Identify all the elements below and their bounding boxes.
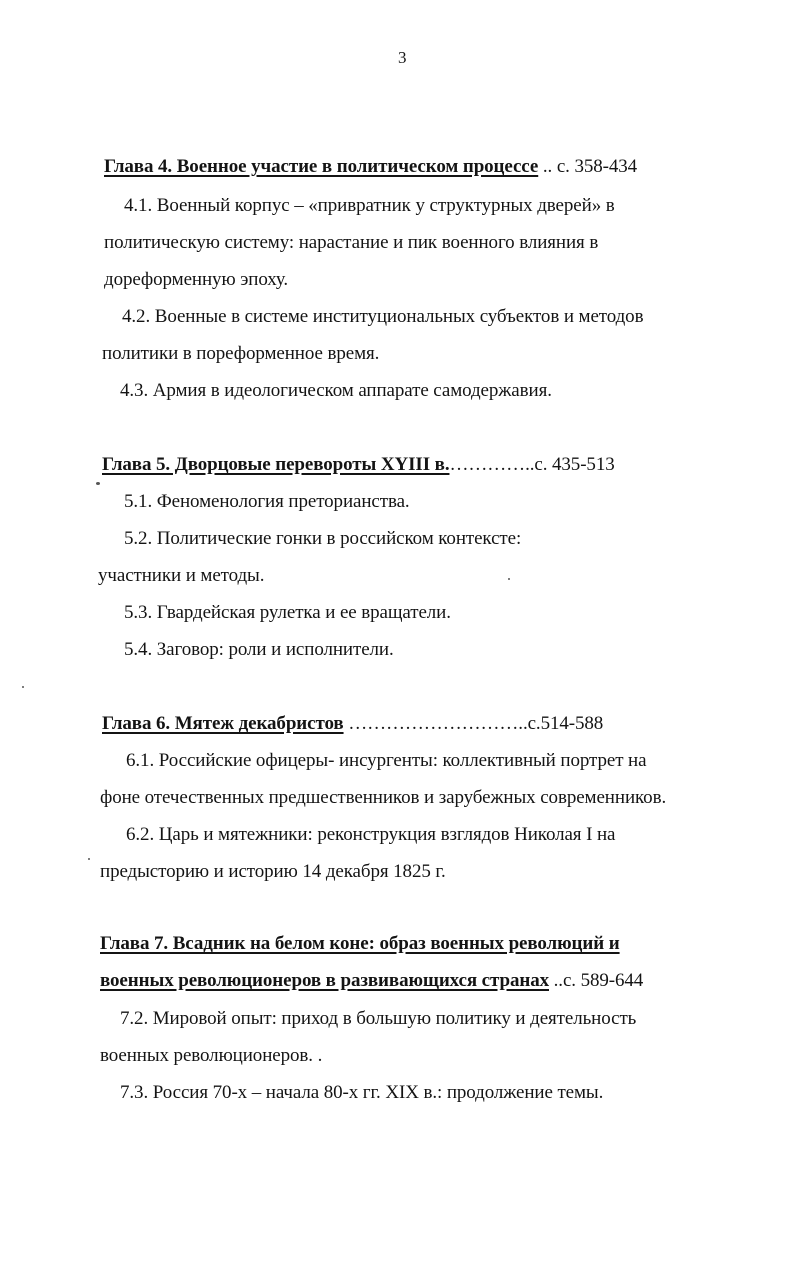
section-4-1-line-2: политическую систему: нарастание и пик военного влияния в	[104, 232, 599, 253]
section-6-2-line-2: предысторию и историю 14 декабря 1825 г.	[100, 861, 446, 882]
section-6-2-line-1: 6.2. Царь и мятежники: реконструкция взглядов Николая I на	[126, 824, 616, 845]
section-6-1-line-1: 6.1. Российские офицеры- инсургенты: коллективный портрет на	[126, 750, 647, 771]
chapter-6-heading	[102, 712, 603, 736]
chapter-7-heading-line-1	[100, 932, 620, 956]
scan-speck	[96, 482, 100, 485]
chapter-6-title: Глава 6. Мятеж декабристов	[102, 713, 344, 734]
page-number: 3	[398, 48, 407, 67]
section-5-2-line-1: 5.2. Политические гонки в российском контексте:	[124, 528, 522, 549]
section-6-1-line-2: фоне отечественных предшественников и зарубежных современников.	[100, 787, 667, 808]
chapter-5-heading	[102, 453, 615, 477]
section-4-2-line-2: политики в пореформенное время.	[102, 343, 380, 364]
scan-speck	[22, 686, 24, 688]
scan-speck	[508, 578, 510, 580]
chapter-4-page-ref: .. с. 358-434	[538, 156, 638, 177]
section-4-1-line-1: 4.1. Военный корпус – «привратник у структурных дверей» в	[124, 195, 615, 216]
section-7-2-line-1: 7.2. Мировой опыт: приход в большую политику и деятельность	[120, 1008, 637, 1029]
section-7-2-line-2: военных революционеров. .	[100, 1045, 323, 1066]
chapter-5-page-ref: …………..с. 435-513	[449, 454, 615, 475]
section-5-4-line: 5.4. Заговор: роли и исполнители.	[124, 639, 394, 660]
section-4-3-line: 4.3. Армия в идеологическом аппарате самодержавия.	[120, 380, 552, 401]
chapter-5-title: Глава 5. Дворцовые перевороты XYIII в.	[102, 454, 450, 475]
section-5-1-line: 5.1. Феноменология преторианства.	[124, 491, 410, 512]
section-4-2-line-1: 4.2. Военные в системе институциональных субъектов и методов	[122, 306, 644, 327]
section-5-2-line-2: участники и методы.	[98, 565, 265, 586]
chapter-4-heading	[104, 155, 637, 179]
section-5-3-line: 5.3. Гвардейская рулетка и ее вращатели.	[124, 602, 451, 623]
chapter-7-heading-line-2	[100, 969, 643, 993]
chapter-7-page-ref: ..с. 589-644	[549, 970, 644, 991]
chapter-7-title-part-1: Глава 7. Всадник на белом коне: образ военных революций и	[100, 933, 620, 954]
section-7-3-line: 7.3. Россия 70-х – начала 80-х гг. XIX в.: продолжение темы.	[120, 1082, 604, 1103]
chapter-7-title-part-2: военных революционеров в развивающихся странах	[100, 970, 549, 991]
chapter-6-page-ref: ………………………..c.514-588	[343, 713, 604, 734]
section-4-1-line-3: дореформенную эпоху.	[104, 269, 289, 290]
chapter-4-title: Глава 4. Военное участие в политическом процессе	[104, 156, 539, 177]
scan-speck	[88, 858, 90, 860]
